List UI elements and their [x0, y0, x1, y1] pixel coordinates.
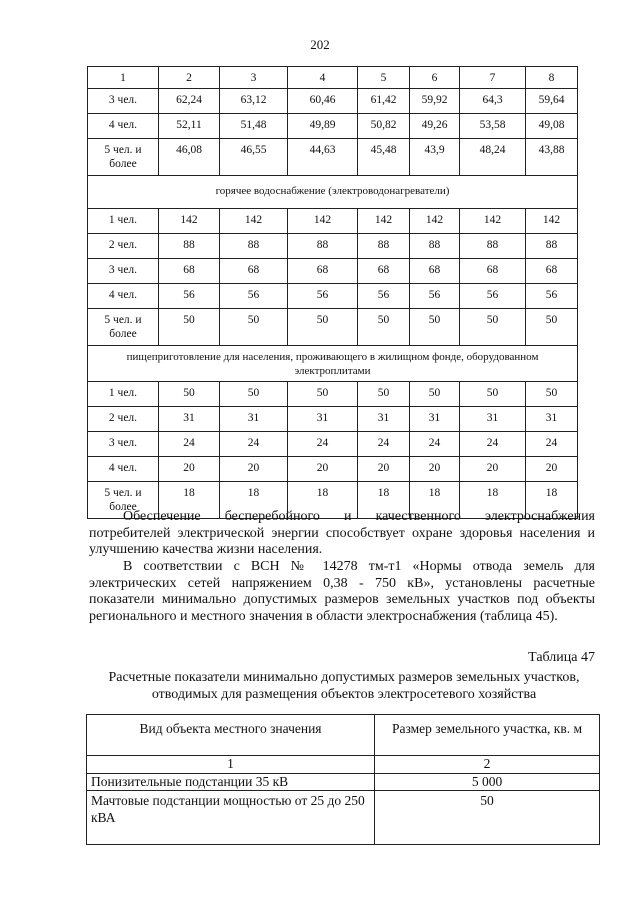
household-size: 5 чел. и более: [88, 309, 159, 346]
table-row: [88, 432, 578, 457]
consumption-value: 20: [460, 457, 526, 482]
section-title: горячее водоснабжение (электроводонагреватели): [88, 176, 578, 209]
consumption-value: 56: [220, 284, 288, 309]
table2-col1-header: Вид объекта местного значения: [87, 715, 375, 756]
consumption-value: 20: [358, 457, 410, 482]
household-size: 4 чел.: [88, 114, 159, 139]
table-row: [88, 234, 578, 259]
household-size: 4 чел.: [88, 284, 159, 309]
consumption-value: 24: [526, 432, 578, 457]
household-size: 3 чел.: [88, 89, 159, 114]
consumption-value: 68: [460, 259, 526, 284]
consumption-value: 20: [159, 457, 220, 482]
consumption-value: 56: [460, 284, 526, 309]
consumption-value: 50: [288, 309, 358, 346]
table-row: [88, 139, 578, 176]
consumption-value: 20: [410, 457, 460, 482]
consumption-value: 68: [159, 259, 220, 284]
table2-number-row: [87, 756, 600, 774]
consumption-value: 56: [288, 284, 358, 309]
consumption-value: 56: [526, 284, 578, 309]
household-size: 5 чел. и более: [88, 139, 159, 176]
column-number: 1: [88, 67, 159, 89]
consumption-value: 50: [159, 382, 220, 407]
table-row: [88, 89, 578, 114]
consumption-value: 31: [358, 407, 410, 432]
consumption-value: 142: [460, 209, 526, 234]
consumption-value: 50: [460, 309, 526, 346]
consumption-value: 88: [410, 234, 460, 259]
object-name: Мачтовые подстанции мощностью от 25 до 250 кВА: [87, 791, 375, 845]
consumption-value: 48,24: [460, 139, 526, 176]
column-number: 2: [159, 67, 220, 89]
consumption-value: 53,58: [460, 114, 526, 139]
consumption-value: 50: [288, 382, 358, 407]
column-number: 6: [410, 67, 460, 89]
column-number: 8: [526, 67, 578, 89]
land-plot-table: [86, 714, 600, 845]
paragraph-power-supply: [89, 509, 595, 559]
consumption-value: 68: [410, 259, 460, 284]
consumption-value: 50: [526, 309, 578, 346]
consumption-value: 56: [358, 284, 410, 309]
consumption-value: 20: [288, 457, 358, 482]
consumption-value: 31: [460, 407, 526, 432]
consumption-value: 68: [220, 259, 288, 284]
consumption-value: 18: [159, 482, 220, 519]
consumption-value: 88: [526, 234, 578, 259]
consumption-value: 68: [358, 259, 410, 284]
paragraph-regulation: [89, 559, 595, 625]
consumption-value: 20: [526, 457, 578, 482]
consumption-value: 59,64: [526, 89, 578, 114]
table-header-row: [88, 67, 578, 89]
column-number: 3: [220, 67, 288, 89]
table2-num-1: 1: [87, 756, 375, 774]
consumption-value: 64,3: [460, 89, 526, 114]
paragraph-1-text: Обеспечение бесперебойного и качественного электроснабжения потребителей электрической энергии способствует охране здоровья населения и улучшению качества жизни населения.: [89, 509, 595, 557]
consumption-value: 59,92: [410, 89, 460, 114]
land-size: 50: [375, 791, 600, 845]
household-size: 3 чел.: [88, 259, 159, 284]
table-47-label: Таблица 47: [528, 650, 595, 665]
consumption-value: 43,9: [410, 139, 460, 176]
consumption-value: 46,55: [220, 139, 288, 176]
consumption-value: 50: [358, 309, 410, 346]
consumption-value: 56: [410, 284, 460, 309]
column-number: 5: [358, 67, 410, 89]
consumption-value: 61,42: [358, 89, 410, 114]
consumption-value: 18: [410, 482, 460, 519]
table2-num-2: 2: [375, 756, 600, 774]
consumption-value: 50: [159, 309, 220, 346]
table-row: [88, 259, 578, 284]
household-size: 2 чел.: [88, 234, 159, 259]
consumption-value: 31: [288, 407, 358, 432]
consumption-value: 88: [288, 234, 358, 259]
consumption-value: 43,88: [526, 139, 578, 176]
table-47-caption: Расчетные показатели минимально допустимых размеров земельных участков, отводимых для размещения объектов электросетевого хозяйства: [108, 670, 580, 702]
household-size: 1 чел.: [88, 382, 159, 407]
consumption-value: 24: [410, 432, 460, 457]
table-row: [87, 773, 600, 791]
consumption-value: 24: [460, 432, 526, 457]
consumption-value: 18: [460, 482, 526, 519]
consumption-value: 44,63: [288, 139, 358, 176]
consumption-value: 45,48: [358, 139, 410, 176]
table-row: [88, 407, 578, 432]
table-row: [88, 284, 578, 309]
consumption-value: 50: [220, 382, 288, 407]
table-row: [87, 791, 600, 845]
consumption-value: 24: [220, 432, 288, 457]
household-size: 1 чел.: [88, 209, 159, 234]
table2-header-row: [87, 715, 600, 756]
consumption-value: 31: [526, 407, 578, 432]
consumption-value: 46,08: [159, 139, 220, 176]
section-title-row: [88, 346, 578, 382]
consumption-value: 50: [460, 382, 526, 407]
consumption-value: 31: [410, 407, 460, 432]
section-title: пищеприготовление для населения, проживающего в жилищном фонде, оборудованном электроплитами: [88, 346, 578, 382]
consumption-table: [87, 66, 578, 519]
paragraph-2-text: В соответствии с ВСН № 14278 тм-т1 «Нормы отвода земель для электрических сетей напряжением 0,38 - 750 кВ», установлены расчетные показатели минимально допустимых размеров земельных участков под объекты регионального и местного значения в области электроснабжения (таблица 45).: [89, 559, 595, 624]
consumption-value: 18: [358, 482, 410, 519]
table-row: [88, 382, 578, 407]
consumption-value: 50,82: [358, 114, 410, 139]
consumption-value: 20: [220, 457, 288, 482]
consumption-value: 56: [159, 284, 220, 309]
consumption-value: 50: [410, 309, 460, 346]
column-number: 7: [460, 67, 526, 89]
consumption-value: 142: [159, 209, 220, 234]
consumption-value: 31: [159, 407, 220, 432]
consumption-value: 142: [410, 209, 460, 234]
consumption-value: 18: [288, 482, 358, 519]
table-row: [88, 114, 578, 139]
household-size: 4 чел.: [88, 457, 159, 482]
consumption-value: 49,26: [410, 114, 460, 139]
consumption-value: 51,48: [220, 114, 288, 139]
table2-col2-header: Размер земельного участка, кв. м: [375, 715, 600, 756]
household-size: 2 чел.: [88, 407, 159, 432]
consumption-value: 24: [159, 432, 220, 457]
section-title-row: [88, 176, 578, 209]
consumption-value: 18: [526, 482, 578, 519]
consumption-value: 88: [358, 234, 410, 259]
table-row: [88, 209, 578, 234]
consumption-value: 142: [526, 209, 578, 234]
table-row: [88, 309, 578, 346]
consumption-value: 18: [220, 482, 288, 519]
consumption-value: 63,12: [220, 89, 288, 114]
consumption-value: 88: [159, 234, 220, 259]
consumption-value: 88: [460, 234, 526, 259]
consumption-value: 31: [220, 407, 288, 432]
consumption-value: 60,46: [288, 89, 358, 114]
consumption-value: 50: [526, 382, 578, 407]
consumption-value: 142: [358, 209, 410, 234]
table-row: [88, 457, 578, 482]
consumption-value: 50: [220, 309, 288, 346]
consumption-value: 68: [288, 259, 358, 284]
household-size: 3 чел.: [88, 432, 159, 457]
consumption-value: 24: [358, 432, 410, 457]
consumption-value: 50: [358, 382, 410, 407]
column-number: 4: [288, 67, 358, 89]
consumption-value: 62,24: [159, 89, 220, 114]
object-name: Понизительные подстанции 35 кВ: [87, 773, 375, 791]
land-size: 5 000: [375, 773, 600, 791]
consumption-value: 142: [288, 209, 358, 234]
household-size: 5 чел. и более: [88, 482, 159, 519]
consumption-value: 88: [220, 234, 288, 259]
consumption-value: 52,11: [159, 114, 220, 139]
consumption-value: 49,08: [526, 114, 578, 139]
consumption-value: 24: [288, 432, 358, 457]
consumption-value: 49,89: [288, 114, 358, 139]
consumption-value: 142: [220, 209, 288, 234]
consumption-value: 68: [526, 259, 578, 284]
consumption-value: 50: [410, 382, 460, 407]
page-number: 202: [310, 37, 330, 52]
